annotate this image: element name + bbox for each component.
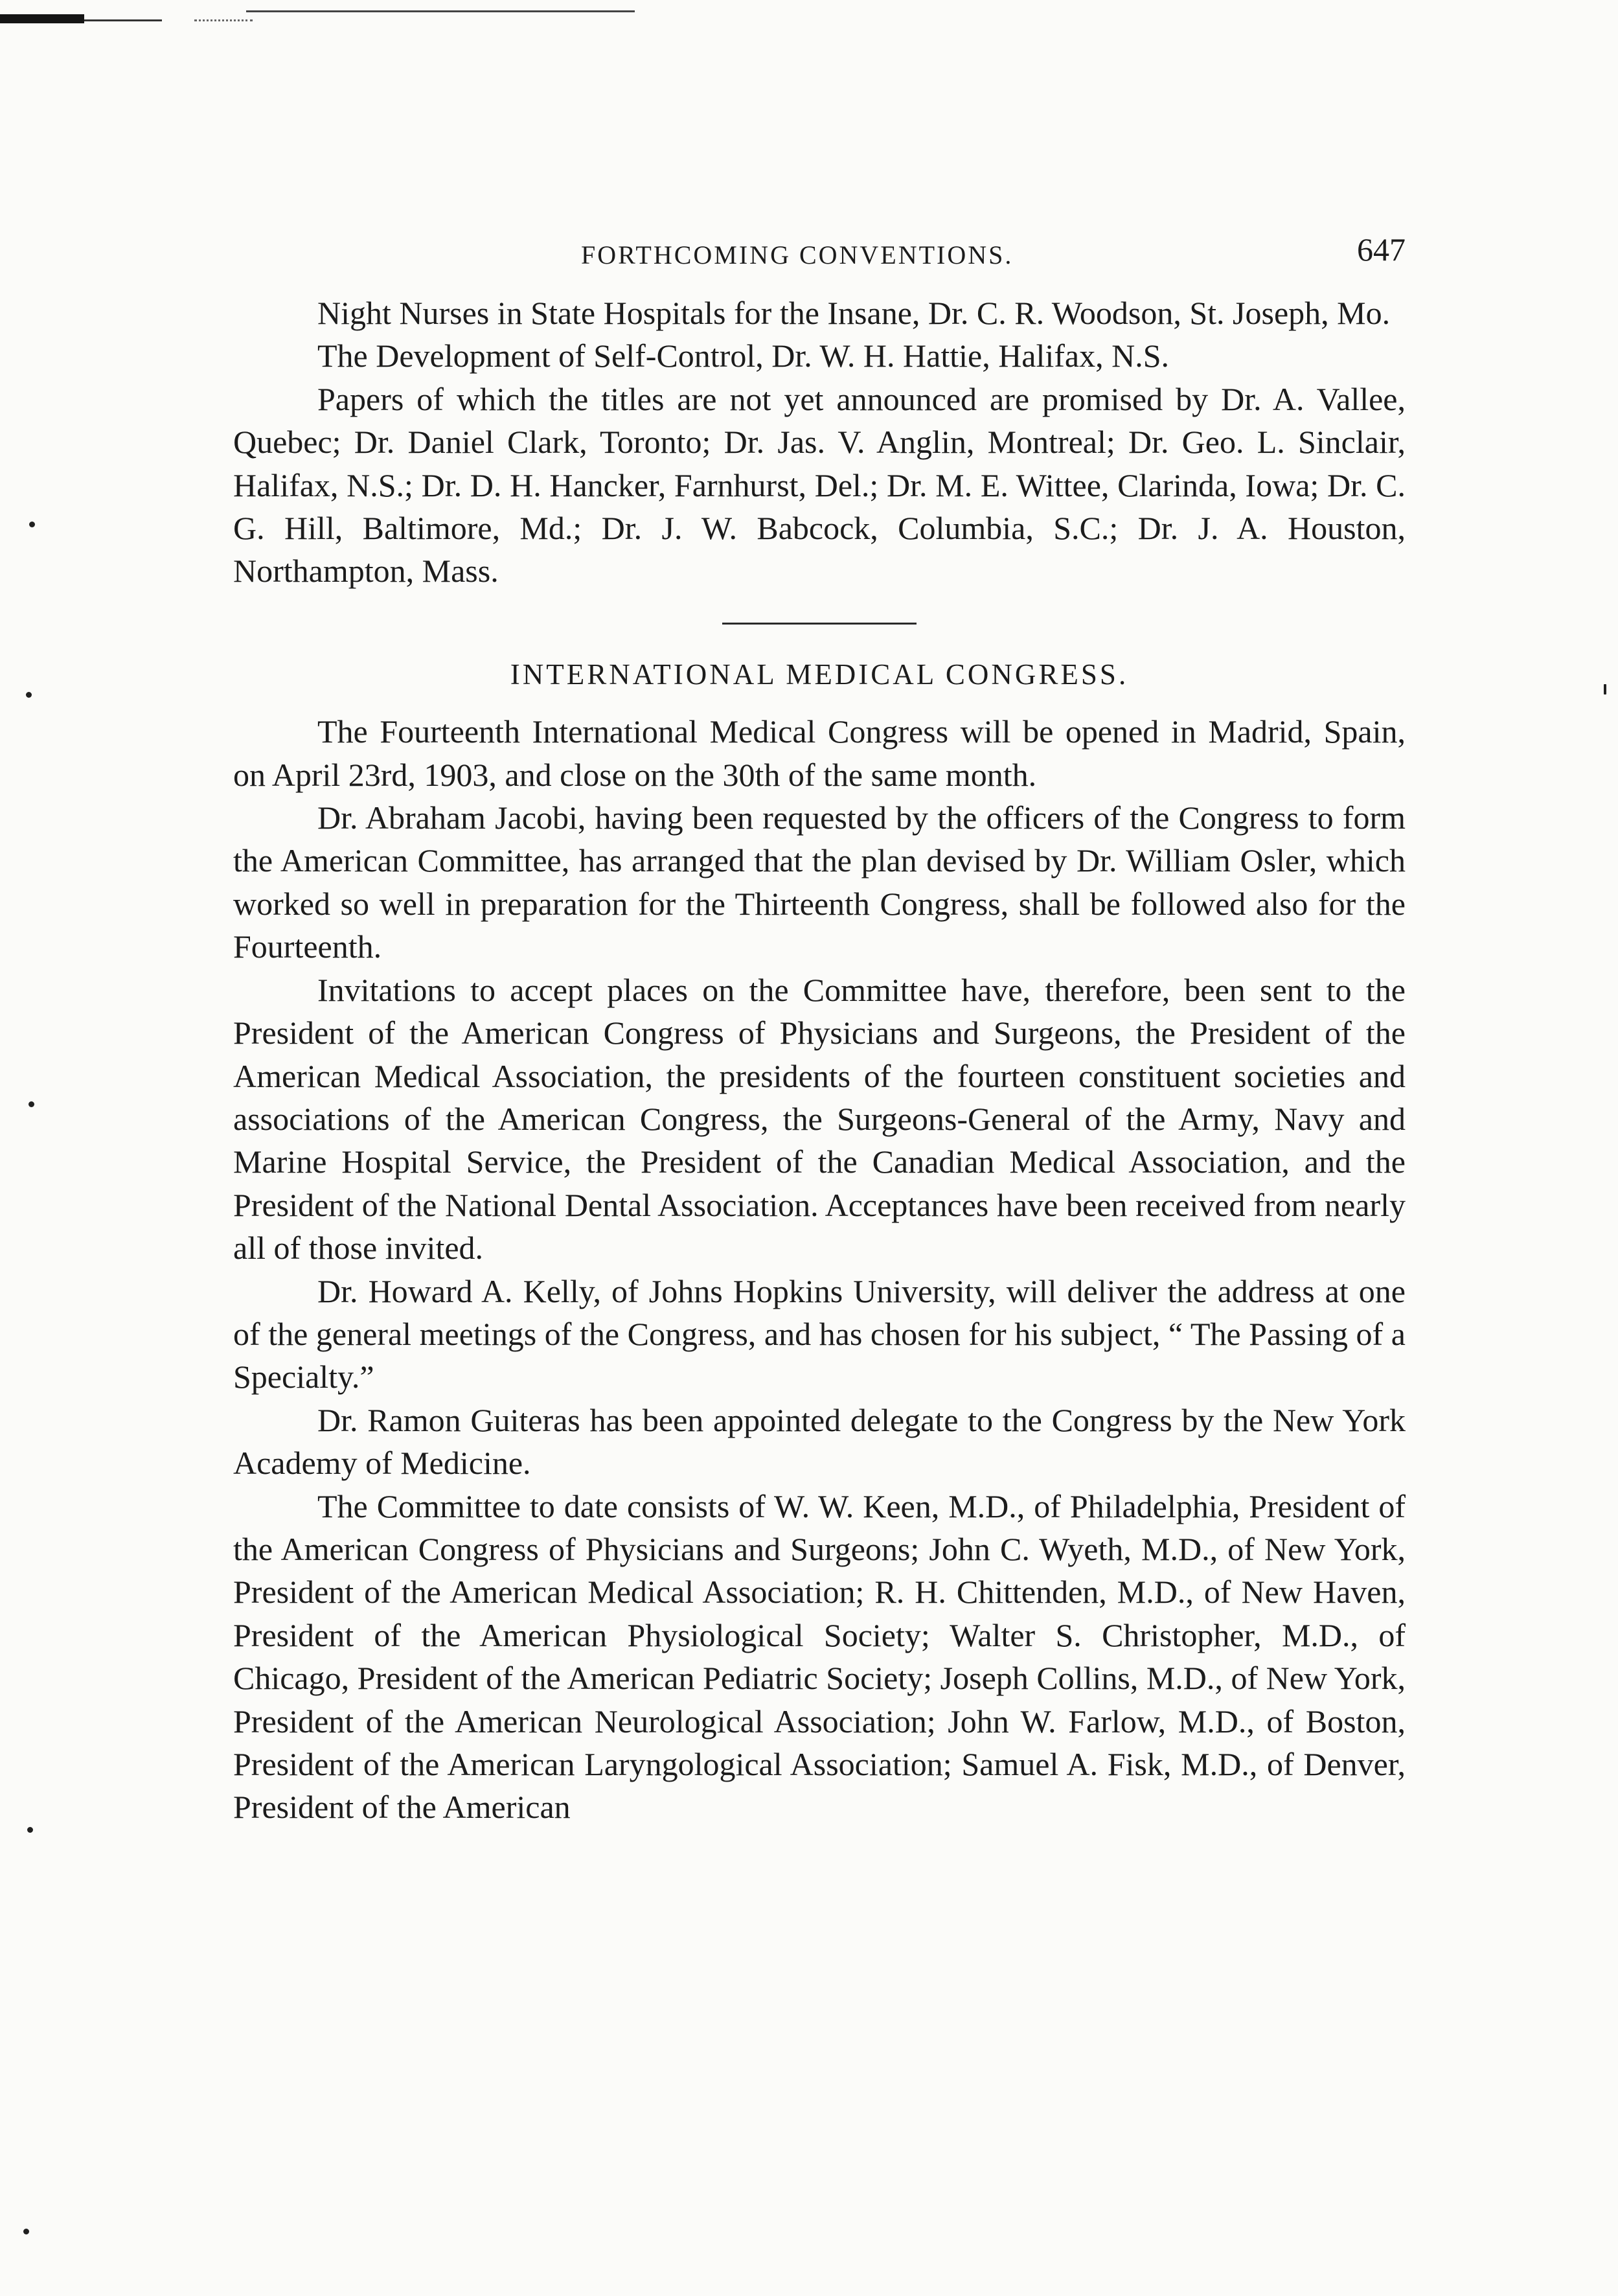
paragraph: The Committee to date consists of W. W. Keen, M.D., of Philadelphia, President of the American Congress of Physicians and Surgeons; John C. Wyeth, M.D., of New York, President of the American Medical Association; R. H. Chittenden, M.D., of New Haven, President of the American Physiological Society; Walter S. Christopher, M.D., of Chicago, President of the American Pediatric Society; Joseph Collins, M.D., of New York, President of the American Neurological Association; John W. Farlow, M.D., of Boston, President of the American Laryngological Association; Samuel A. Fisk, M.D., of Denver, President of the American xyxy=(233,1487,1406,1826)
scan-mark xyxy=(84,19,162,21)
scan-mark xyxy=(194,19,253,21)
section-divider xyxy=(722,623,917,625)
page-body xyxy=(233,292,1406,1829)
page-number: 647 xyxy=(1357,231,1406,268)
section-heading: INTERNATIONAL MEDICAL CONGRESS. xyxy=(510,658,1129,691)
margin-speck xyxy=(23,2229,29,2234)
margin-speck xyxy=(27,1827,33,1833)
scan-mark xyxy=(246,10,635,12)
paragraph: Dr. Abraham Jacobi, having been requested by the officers of the Congress to form the American Committee, has arranged that the plan devised by Dr. William Osler, which worked so well in preparation for the Thirteenth Congress, shall be followed also for the Fourteenth. xyxy=(233,799,1406,965)
running-head: FORTHCOMING CONVENTIONS. xyxy=(581,240,1014,270)
margin-speck xyxy=(26,692,32,698)
margin-speck xyxy=(29,522,35,527)
page-header xyxy=(233,228,1406,280)
scan-mark xyxy=(0,14,84,23)
margin-speck xyxy=(28,1101,34,1107)
paragraph: The Fourteenth International Medical Congress will be opened in Madrid, Spain, on April 23rd, 1903, and close on the 30th of the same month. xyxy=(233,713,1406,793)
paragraph: Dr. Ramon Guiteras has been appointed delegate to the Congress by the New York Academy of Medicine. xyxy=(233,1401,1406,1482)
margin-speck xyxy=(1604,684,1606,695)
paragraph: Papers of which the titles are not yet announced are promised by Dr. A. Vallee, Quebec; Dr. Daniel Clark, Toronto; Dr. Jas. V. Anglin, Montreal; Dr. Geo. L. Sinclair, Halifax, N.S.; Dr. D. H. Hancker, Farnhurst, Del.; Dr. M. E. Wittee, Clarinda, Iowa; Dr. C. G. Hill, Baltimore, Md.; Dr. J. W. Babcock, Columbia, S.C.; Dr. J. A. Houston, Northampton, Mass. xyxy=(233,380,1406,590)
paragraph: The Development of Self-Control, Dr. W. H. Hattie, Halifax, N.S. xyxy=(317,338,1170,374)
paragraph: Night Nurses in State Hospitals for the Insane, Dr. C. R. Woodson, St. Joseph, Mo. xyxy=(317,295,1391,331)
paragraph: Dr. Howard A. Kelly, of Johns Hopkins University, will deliver the address at one of the general meetings of the Congress, and has chosen for his subject, “ The Passing of a Specialty.” xyxy=(233,1272,1406,1395)
paragraph: Invitations to accept places on the Committee have, therefore, been sent to the President of the American Congress of Physicians and Surgeons, the President of the American Medical Association, the presidents of the fourteen constituent societies and associations of the American Congress, the Surgeons-General of the Army, Navy and Marine Hospital Service, the President of the Canadian Medical Association, and the President of the National Dental Association. Acceptances have been received from nearly all of those invited. xyxy=(233,971,1406,1267)
